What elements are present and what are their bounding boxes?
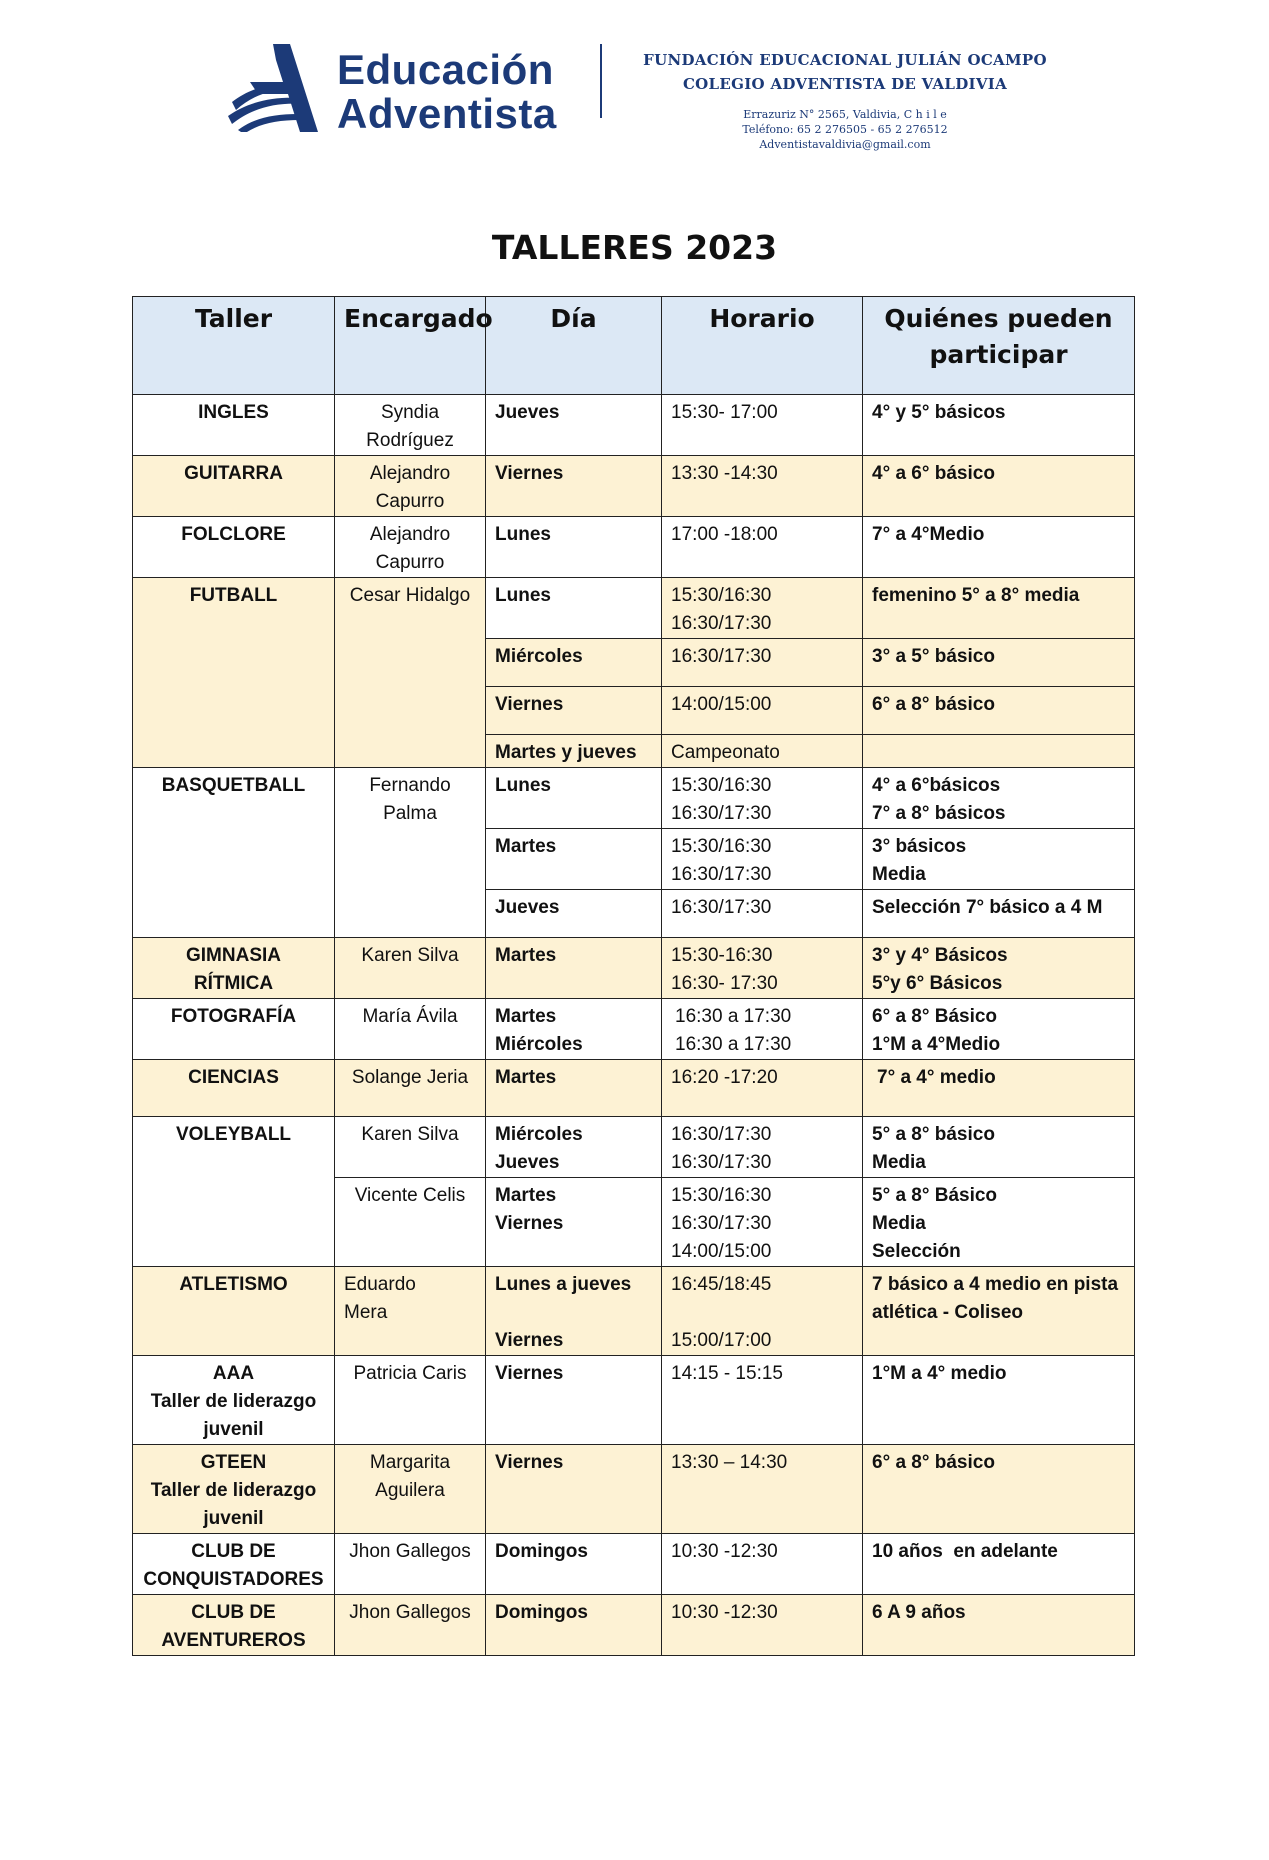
spacer <box>495 1299 652 1327</box>
taller-cell: CLUB DE CONQUISTADORES <box>133 1534 335 1595</box>
col-header-horario: Horario <box>662 297 863 395</box>
horario-line: 16:30/17:30 <box>671 1213 772 1234</box>
taller-cell: INGLES <box>133 395 335 456</box>
taller-cell: FOTOGRAFÍA <box>133 999 335 1060</box>
quienes-line: 3° y 4° Básicos <box>872 945 1008 966</box>
encargado-cell: Karen Silva <box>335 938 486 999</box>
dia-cell: Viernes <box>486 687 662 735</box>
horario-cell: 13:30 – 14:30 <box>662 1445 863 1534</box>
horario-cell: 16:30/17:30 <box>662 890 863 938</box>
table-row <box>133 999 1135 1060</box>
taller-cell <box>133 938 335 999</box>
brand-wordmark <box>337 48 557 136</box>
taller-cell <box>133 1445 335 1534</box>
dia-cell: Jueves <box>486 890 662 938</box>
table-row <box>133 1534 1135 1595</box>
quienes-cell <box>863 829 1135 890</box>
quienes-cell: 7° a 4°Medio <box>863 517 1135 578</box>
dia-cell: Domingos <box>486 1534 662 1595</box>
quienes-line: 7° a 8° básicos <box>872 803 1006 824</box>
table-row <box>133 768 1135 829</box>
taller-subtitle: Taller de liderazgo juvenil <box>150 1480 317 1529</box>
dia-line: Viernes <box>495 1330 564 1351</box>
table-row <box>133 456 1135 517</box>
horario-cell: 10:30 -12:30 <box>662 1534 863 1595</box>
quienes-cell: 10 años en adelante <box>863 1534 1135 1595</box>
institution-name: FUNDACIÓN EDUCACIONAL JULIÁN OCAMPO <box>643 51 1047 69</box>
col-header-dia: Día <box>486 297 662 395</box>
table-row <box>133 1356 1135 1445</box>
encargado-cell: Karen Silva <box>335 1117 486 1178</box>
horario-line: 16:30/17:30 <box>671 803 772 824</box>
horario-cell: 14:15 - 15:15 <box>662 1356 863 1445</box>
table-row <box>133 1117 1135 1178</box>
school-phone: Teléfono: 65 2 276505 - 65 2 276512 <box>742 123 948 136</box>
horario-cell <box>662 1178 863 1267</box>
horario-cell: 10:30 -12:30 <box>662 1595 863 1656</box>
dia-line: Viernes <box>495 1213 564 1234</box>
taller-line: GIMNASIA <box>186 945 281 966</box>
quienes-line: 5°y 6° Básicos <box>872 973 1003 994</box>
taller-cell: CIENCIAS <box>133 1060 335 1117</box>
horario-line: 15:30/16:30 <box>671 775 772 796</box>
dia-line: Jueves <box>495 1152 560 1173</box>
dia-cell: Martes <box>486 1060 662 1117</box>
dia-line: Lunes a jueves <box>495 1274 632 1295</box>
taller-cell: ATLETISMO <box>133 1267 335 1356</box>
taller-subtitle: Taller de liderazgo juvenil <box>150 1391 317 1440</box>
table-row <box>133 938 1135 999</box>
horario-line: 16:30/17:30 <box>671 864 772 885</box>
dia-cell: Viernes <box>486 456 662 517</box>
institution-block <box>640 48 1050 152</box>
dia-line: Martes <box>495 1006 557 1027</box>
quienes-line: 3° básicos <box>872 836 967 857</box>
quienes-cell: femenino 5° a 8° media <box>863 578 1135 639</box>
quienes-cell <box>863 735 1135 768</box>
horario-cell: 13:30 -14:30 <box>662 456 863 517</box>
horario-cell <box>662 768 863 829</box>
table-row <box>133 1267 1135 1356</box>
dia-line: Miércoles <box>495 1124 583 1145</box>
dia-cell: Lunes <box>486 578 662 639</box>
horario-line: 16:30/17:30 <box>671 1124 772 1145</box>
horario-line: 14:00/15:00 <box>671 1241 772 1262</box>
dia-line: Miércoles <box>495 1034 583 1055</box>
horario-cell <box>662 829 863 890</box>
dia-cell: Lunes <box>486 768 662 829</box>
brand-line-2: Adventista <box>337 90 557 137</box>
table-header-row <box>133 297 1135 395</box>
encargado-cell: Syndia Rodríguez <box>335 395 486 456</box>
quienes-cell: 7 básico a 4 medio en pista atlética - Coliseo <box>863 1267 1135 1356</box>
table-row <box>133 578 1135 639</box>
horario-cell: 16:30/17:30 <box>662 639 863 687</box>
table-row <box>133 395 1135 456</box>
dia-line: Martes <box>495 1185 557 1206</box>
encargado-cell: Patricia Caris <box>335 1356 486 1445</box>
horario-cell: 15:30- 17:00 <box>662 395 863 456</box>
dia-cell: Jueves <box>486 395 662 456</box>
dia-cell <box>486 1117 662 1178</box>
table-row <box>133 1445 1135 1534</box>
dia-cell: Martes <box>486 938 662 999</box>
quienes-cell: 6° a 8° básico <box>863 1445 1135 1534</box>
horario-cell <box>662 578 863 639</box>
encargado-cell: Eduardo Mera <box>335 1267 486 1356</box>
horario-line: 16:30/17:30 <box>671 1152 772 1173</box>
taller-cell: GUITARRA <box>133 456 335 517</box>
encargado-cell: María Ávila <box>335 999 486 1060</box>
encargado-cell: Alejandro Capurro <box>335 517 486 578</box>
page-title: TALLERES 2023 <box>491 228 778 267</box>
quienes-line: Selección <box>872 1241 961 1262</box>
horario-line: 16:30- 17:30 <box>671 973 778 994</box>
horario-line: 15:30/16:30 <box>671 836 772 857</box>
quienes-cell: 6° a 8° básico <box>863 687 1135 735</box>
col-header-quienes: Quiénes pueden participar <box>863 297 1135 395</box>
educacion-adventista-logo-icon <box>228 44 318 132</box>
encargado-cell: Solange Jeria <box>335 1060 486 1117</box>
dia-cell: Martes <box>486 829 662 890</box>
quienes-cell: 4° a 6° básico <box>863 456 1135 517</box>
table-row <box>133 517 1135 578</box>
horario-line: 16:30 a 17:30 <box>675 1034 792 1055</box>
dia-cell: Martes y jueves <box>486 735 662 768</box>
quienes-cell <box>863 938 1135 999</box>
horario-line: 16:30 a 17:30 <box>675 1006 792 1027</box>
dia-cell <box>486 1178 662 1267</box>
dia-cell: Lunes <box>486 517 662 578</box>
horario-cell: 16:20 -17:20 <box>662 1060 863 1117</box>
quienes-line: 6° a 8° Básico <box>872 1006 998 1027</box>
quienes-cell: 1°M a 4° medio <box>863 1356 1135 1445</box>
brand-line-1: Educación <box>337 46 554 93</box>
horario-cell: 14:00/15:00 <box>662 687 863 735</box>
school-address: Errazuriz N° 2565, Valdivia, C h i l e <box>743 108 947 121</box>
quienes-line: Media <box>872 864 926 885</box>
horario-line: 16:45/18:45 <box>671 1274 772 1295</box>
horario-line: 15:00/17:00 <box>671 1330 772 1351</box>
encargado-cell: Margarita Aguilera <box>335 1445 486 1534</box>
quienes-cell: 4° y 5° básicos <box>863 395 1135 456</box>
quienes-cell: Selección 7° básico a 4 M <box>863 890 1135 938</box>
horario-cell: Campeonato <box>662 735 863 768</box>
quienes-cell: 7° a 4° medio <box>863 1060 1135 1117</box>
dia-cell: Viernes <box>486 1445 662 1534</box>
encargado-cell: Vicente Celis <box>335 1178 486 1267</box>
taller-line: GTEEN <box>200 1452 267 1473</box>
horario-line: 15:30/16:30 <box>671 1185 772 1206</box>
table-row <box>133 1595 1135 1656</box>
taller-cell: VOLEYBALL <box>133 1117 335 1267</box>
dia-cell: Viernes <box>486 1356 662 1445</box>
taller-cell: FOLCLORE <box>133 517 335 578</box>
col-header-taller: Taller <box>133 297 335 395</box>
school-name: COLEGIO ADVENTISTA DE VALDIVIA <box>682 75 1008 93</box>
talleres-table <box>132 296 1135 1656</box>
quienes-cell <box>863 768 1135 829</box>
taller-line: AAA <box>212 1363 255 1384</box>
horario-cell <box>662 1267 863 1356</box>
taller-cell: FUTBALL <box>133 578 335 768</box>
encargado-cell: Jhon Gallegos <box>335 1595 486 1656</box>
dia-cell: Miércoles <box>486 639 662 687</box>
horario-line: 15:30-16:30 <box>671 945 773 966</box>
quienes-line: Media <box>872 1152 926 1173</box>
horario-line: 15:30/16:30 <box>671 585 772 606</box>
taller-line: RÍTMICA <box>193 973 274 994</box>
horario-cell <box>662 1117 863 1178</box>
encargado-cell: Alejandro Capurro <box>335 456 486 517</box>
quienes-line: Media <box>872 1213 926 1234</box>
encargado-cell: Cesar Hidalgo <box>335 578 486 768</box>
taller-cell: BASQUETBALL <box>133 768 335 938</box>
quienes-cell <box>863 999 1135 1060</box>
encargado-cell: Fernando Palma <box>335 768 486 938</box>
quienes-line: 4° a 6°básicos <box>872 775 1001 796</box>
spacer <box>671 1299 853 1327</box>
dia-cell <box>486 1267 662 1356</box>
quienes-cell: 6 A 9 años <box>863 1595 1135 1656</box>
quienes-line: 5° a 8° Básico <box>872 1185 998 1206</box>
taller-cell: CLUB DE AVENTUREROS <box>133 1595 335 1656</box>
horario-cell: 17:00 -18:00 <box>662 517 863 578</box>
school-email: Adventistavaldivia@gmail.com <box>759 138 931 151</box>
taller-cell <box>133 1356 335 1445</box>
dia-cell: Domingos <box>486 1595 662 1656</box>
encargado-cell: Jhon Gallegos <box>335 1534 486 1595</box>
col-header-encargado: Encargado <box>335 297 486 395</box>
horario-cell <box>662 938 863 999</box>
header-divider <box>600 44 602 118</box>
quienes-line: 1°M a 4°Medio <box>872 1034 1001 1055</box>
quienes-line: 5° a 8° básico <box>872 1124 995 1145</box>
quienes-cell <box>863 1178 1135 1267</box>
horario-line: 16:30/17:30 <box>671 613 772 634</box>
dia-cell <box>486 999 662 1060</box>
quienes-cell: 3° a 5° básico <box>863 639 1135 687</box>
quienes-cell <box>863 1117 1135 1178</box>
table-row <box>133 1060 1135 1117</box>
horario-cell <box>662 999 863 1060</box>
